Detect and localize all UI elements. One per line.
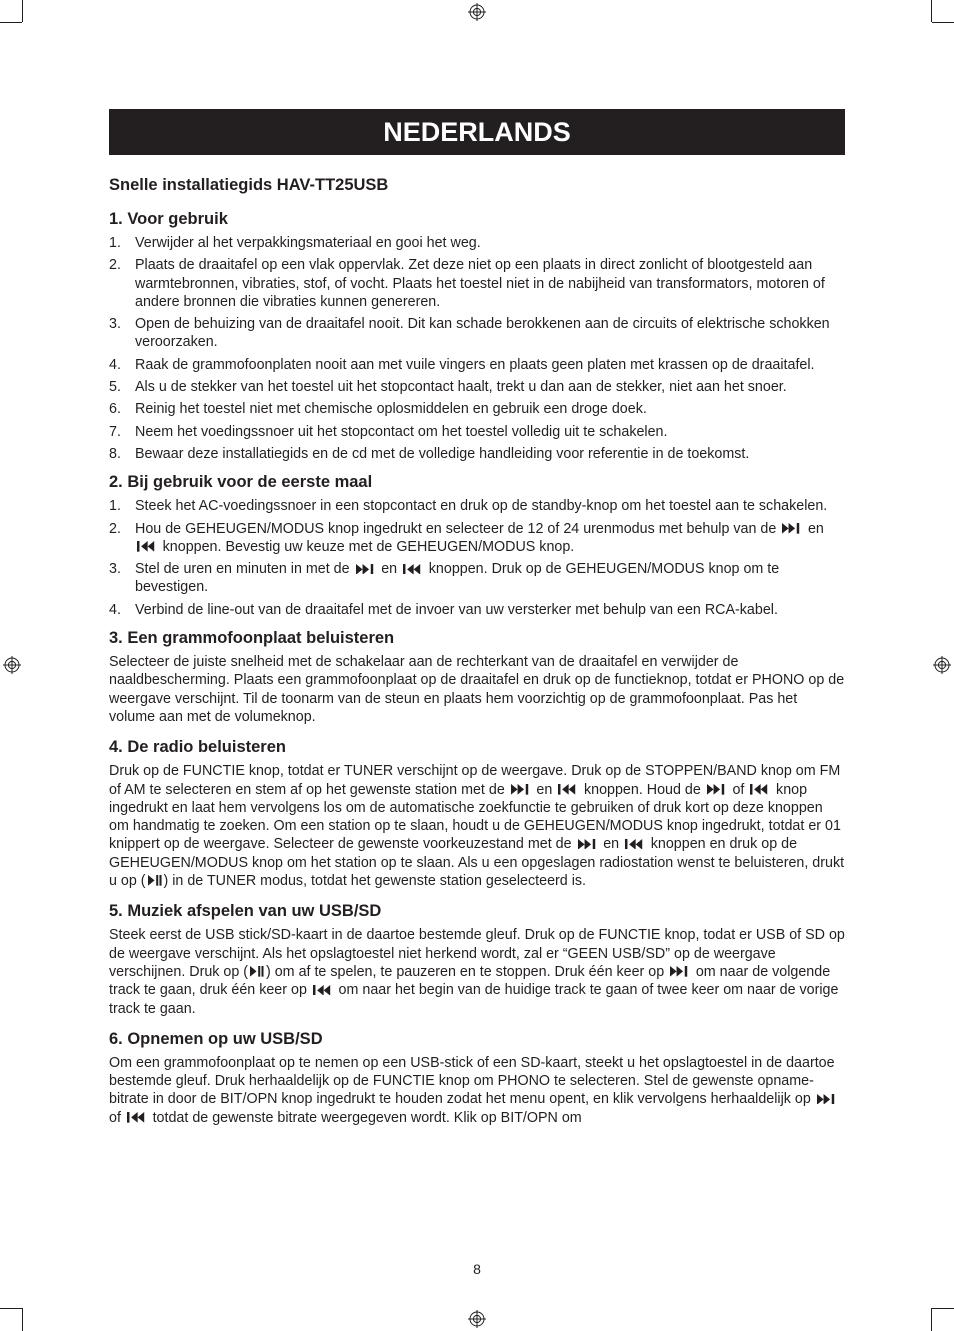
list-item <box>109 520 845 557</box>
skip-previous-icon <box>558 784 578 795</box>
paragraph-text: om naar het begin van de huidige track te gaan of twee keer om naar de vorige track te gaan. <box>109 982 839 1017</box>
paragraph-text: Druk op de FUNCTIE knop, totdat er TUNER verschijnt op de weergave. Druk op de STOPPEN/BAND knop om FM of AM te selecteren en stem af op het gewenste station met de <box>109 763 841 798</box>
registration-mark-icon <box>3 656 21 674</box>
language-banner: NEDERLANDS <box>109 109 845 155</box>
numbered-list <box>109 234 845 463</box>
list-item <box>109 497 845 515</box>
item-number: 7. <box>109 423 121 440</box>
crop-mark-bottom-left-h <box>0 1308 22 1309</box>
list-item <box>109 445 845 463</box>
registration-mark-icon <box>468 1310 486 1328</box>
list-item <box>109 423 845 441</box>
item-number: 6. <box>109 401 121 418</box>
play-pause-icon <box>250 966 264 977</box>
paragraph-text: en <box>603 836 620 853</box>
paragraph-text: of <box>732 781 745 798</box>
section-heading: 6. Opnemen op uw USB/SD <box>109 1029 323 1048</box>
section-heading: 4. De radio beluisteren <box>109 738 286 757</box>
skip-next-icon <box>356 564 376 575</box>
item-text: Reinig het toestel niet met chemische oplosmiddelen en gebruik een droge doek. <box>135 401 647 418</box>
paragraph-text: Steek eerst de USB stick/SD-kaart in de daartoe bestemde gleuf. Druk op de FUNCTIE knop, todat er USB of SD op de weergave verschijnt. Als het opslagtoestel niet herkend wordt, zal er “GEEN USB/SD” op de weergave verschijnen. Druk op ( <box>109 927 845 980</box>
skip-next-icon <box>511 784 531 795</box>
skip-previous-icon <box>137 541 157 552</box>
item-text: knoppen. Bevestig uw keuze met de GEHEUGEN/MODUS knop. <box>162 538 575 555</box>
section-paragraph <box>109 1054 845 1127</box>
section-paragraph: Selecteer de juiste snelheid met de schakelaar aan de rechterkant van de draaitafel en verwijder de naaldbescherming. Plaats een grammofoonplaat op de draaitafel en druk op de functieknop, totdat er PHONO op de weergave verschijnt. Til de toonarm van de steun en plaats hem voorzichtig op de grammofoonplaat. Pas het volume aan met de volumeknop. <box>109 654 845 725</box>
section-paragraph <box>109 762 845 890</box>
list-item <box>109 234 845 252</box>
item-text: Bewaar deze installatiegids en de cd met de volledige handleiding voor referentie in de toekomst. <box>135 445 750 462</box>
play-pause-icon <box>148 875 162 886</box>
item-number: 8. <box>109 445 121 462</box>
section-heading: 5. Muziek afspelen van uw USB/SD <box>109 902 382 921</box>
section-paragraph <box>109 926 845 1017</box>
crop-mark-bottom-left-v <box>22 1308 23 1331</box>
paragraph-text: ) om af te spelen, te pauzeren en te stoppen. Druk één keer op <box>266 963 665 980</box>
crop-mark-top-left-h <box>0 22 22 23</box>
item-text: Verbind de line-out van de draaitafel met de invoer van uw versterker met behulp van een RCA-kabel. <box>135 601 778 618</box>
item-text: Als u de stekker van het toestel uit het stopcontact haalt, trekt u dan aan de stekker, niet aan het snoer. <box>135 379 787 396</box>
paragraph-text: knop ingedrukt en laat hem vervolgens los om de automatische zoekfunctie te gebruiken of druk kort op deze knoppen om handmatig te zoeken. Om een station op te slaan, houdt u de GEHEUGEN/MODUS knop ingedrukt, totdat er 01 knippert op de weergave. Selecteer de gewenste voorkeuzestand met de <box>109 781 841 853</box>
list-item <box>109 560 845 597</box>
item-text: Stel de uren en minuten in met de <box>135 561 350 578</box>
skip-next-icon <box>670 966 690 977</box>
item-text: Hou de GEHEUGEN/MODUS knop ingedrukt en selecteer de 12 of 24 urenmodus met behulp van de <box>135 520 777 537</box>
item-text: knoppen. Druk op de GEHEUGEN/MODUS knop om te bevestigen. <box>135 561 780 596</box>
paragraph-text: totdat de gewenste bitrate weergegeven wordt. Klik op BIT/OPN om <box>152 1109 582 1126</box>
list-item <box>109 256 845 311</box>
skip-previous-icon <box>313 985 333 996</box>
paragraph-text: of <box>109 1109 121 1126</box>
item-text: Raak de grammofoonplaten nooit aan met vuile vingers en plaats geen platen met krassen op de draaitafel. <box>135 356 815 373</box>
list-item <box>109 601 845 619</box>
crop-mark-bottom-right-v <box>931 1308 932 1331</box>
skip-next-icon <box>578 839 598 850</box>
item-number: 2. <box>109 520 121 537</box>
section-heading: 2. Bij gebruik voor de eerste maal <box>109 473 373 492</box>
paragraph-text: en <box>536 781 553 798</box>
paragraph-text: ) in de TUNER modus, totdat het gewenste station geselecteerd is. <box>163 873 587 890</box>
item-number: 3. <box>109 316 121 333</box>
list-item <box>109 378 845 396</box>
paragraph-text: knoppen. Houd de <box>583 781 701 798</box>
item-number: 2. <box>109 257 121 274</box>
item-text: Steek het AC-voedingssnoer in een stopcontact en druk op de standby-knop om het toestel aan te schakelen. <box>135 498 828 515</box>
skip-next-icon <box>707 784 727 795</box>
registration-mark-icon <box>468 3 486 21</box>
list-item <box>109 315 845 352</box>
item-number: 1. <box>109 498 121 515</box>
item-text: Plaats de draaitafel op een vlak oppervlak. Zet deze niet op een plaats in direct zonlicht of blootgesteld aan warmtebronnen, vibraties, stof, of vocht. Plaats het toestel niet in de nabijheid van transformators, motoren of andere bronnen die vibraties kunnen genereren. <box>135 257 825 310</box>
skip-previous-icon <box>625 839 645 850</box>
skip-previous-icon <box>403 564 423 575</box>
paragraph-text: om naar de volgende track te gaan, druk één keer op <box>109 963 831 999</box>
skip-previous-icon <box>750 784 770 795</box>
item-number: 4. <box>109 601 121 618</box>
document-title: Snelle installatiegids HAV-TT25USB <box>109 176 389 194</box>
skip-next-icon <box>817 1094 837 1105</box>
page-number: 8 <box>473 1261 481 1277</box>
item-number: 4. <box>109 356 121 373</box>
crop-mark-top-right-h <box>932 22 954 23</box>
item-number: 3. <box>109 561 121 578</box>
item-text: en <box>807 520 824 537</box>
section-heading: 3. Een grammofoonplaat beluisteren <box>109 629 395 648</box>
item-text: en <box>381 561 398 578</box>
section-heading: 1. Voor gebruik <box>109 210 228 228</box>
item-text: Neem het voedingssnoer uit het stopcontact om het toestel volledig uit te schakelen. <box>135 423 668 440</box>
skip-next-icon <box>782 523 802 534</box>
skip-previous-icon <box>127 1112 147 1123</box>
paragraph-text: knoppen en druk op de GEHEUGEN/MODUS knop om het station op te slaan. Als u een opgeslagen radiostation wenst te beluisteren, drukt u op ( <box>109 836 845 890</box>
crop-mark-bottom-right-h <box>932 1308 954 1309</box>
registration-mark-icon <box>933 656 951 674</box>
page-content <box>109 176 845 1139</box>
list-item <box>109 356 845 374</box>
crop-mark-top-right-v <box>931 0 932 22</box>
numbered-list <box>109 497 845 619</box>
item-number: 1. <box>109 235 121 251</box>
list-item <box>109 400 845 418</box>
item-number: 5. <box>109 379 121 396</box>
paragraph-text: Om een grammofoonplaat op te nemen op een USB-stick of een SD-kaart, steekt u het opslagtoestel in de daartoe bestemde gleuf. Druk herhaaldelijk op de FUNCTIE knop om PHONO te selecteren. Stel de gewenste opname-bitrate in door de BIT/OPN knop ingedrukt te houden zodat het menu opent, en klik vervolgens herhaaldelijk op <box>109 1054 835 1108</box>
item-text: Verwijder al het verpakkingsmateriaal en gooi het weg. <box>135 235 481 251</box>
item-text: Open de behuizing van de draaitafel nooit. Dit kan schade berokkenen aan de circuits of elektrische schokken veroorzaken. <box>135 316 830 351</box>
crop-mark-top-left-v <box>22 0 23 22</box>
